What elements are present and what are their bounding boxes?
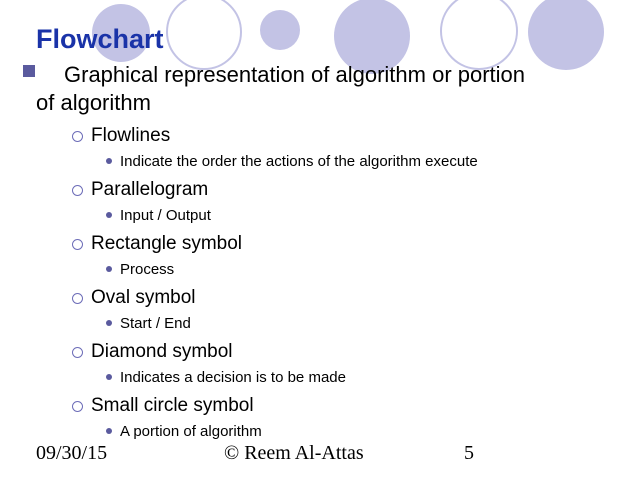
slide-title: Flowchart xyxy=(36,24,164,54)
main-bullet-text-cont: of algorithm xyxy=(36,90,151,115)
footer-date: 09/30/15 xyxy=(36,442,108,464)
dot-bullet-icon xyxy=(106,212,112,218)
decor-circle-filled-2 xyxy=(260,10,300,50)
dot-bullet-icon xyxy=(106,158,112,164)
circle-bullet-icon xyxy=(72,131,83,142)
circle-bullet-icon xyxy=(72,347,83,358)
circle-bullet-icon xyxy=(72,239,83,250)
circle-bullet-icon xyxy=(72,401,83,412)
dot-bullet-icon xyxy=(106,266,112,272)
dot-bullet-icon xyxy=(106,374,112,380)
circle-bullet-icon xyxy=(72,293,83,304)
dot-bullet-icon xyxy=(106,428,112,434)
circle-bullet-icon xyxy=(72,185,83,196)
footer-author: © Reem Al-Attas xyxy=(224,442,364,464)
main-bullet-text: Graphical representation of algorithm or portion xyxy=(64,62,526,87)
footer-page-number: 5 xyxy=(464,442,474,464)
square-bullet-icon xyxy=(20,62,38,80)
dot-bullet-icon xyxy=(106,320,112,326)
